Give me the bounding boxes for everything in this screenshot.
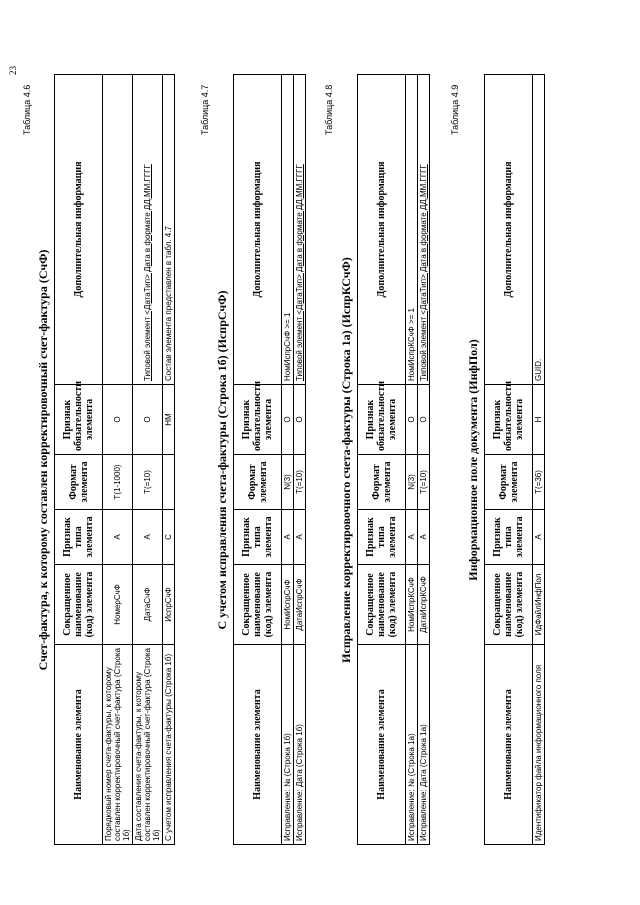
table-cell — [103, 75, 133, 385]
table-cell: Типовой элемент <ДатаТип> Дата в формате ДД.ММ.ГГГГ — [133, 75, 163, 385]
table-cell: НомИспрКСчФ — [406, 565, 418, 645]
table-row — [294, 75, 306, 845]
table-header-row — [485, 75, 533, 845]
data-table — [54, 74, 175, 845]
table-row — [406, 75, 418, 845]
column-header: Сокращенное наименование (код) элемента — [358, 565, 406, 645]
table-title: Счет-фактура, к которому составлен корректировочный счет-фактура (СчФ) — [36, 249, 50, 671]
table-row — [133, 75, 163, 845]
table-cell: T(1-1000) — [103, 455, 133, 510]
table-row — [533, 75, 545, 845]
table-cell: НМ — [163, 385, 175, 455]
column-header: Наименование элемента — [485, 645, 533, 845]
column-header: Дополнительная информация — [234, 75, 282, 385]
table-cell: ДатаИспрКСчФ — [418, 565, 430, 645]
table-cell: Исправление: № (Строка 1б) — [282, 645, 294, 845]
table-cell: А — [133, 510, 163, 565]
table-cell: С — [163, 510, 175, 565]
table-cell: Типовой элемент <ДатаТип> Дата в формате ДД.ММ.ГГГГ — [418, 75, 430, 385]
table-cell: О — [133, 385, 163, 455]
table-cell: НомерСчФ — [103, 565, 133, 645]
table-cell: ИдФайлИнфПол — [533, 565, 545, 645]
table-cell: А — [282, 510, 294, 565]
table-cell: О — [418, 385, 430, 455]
column-header: Признак обязательности элемента — [485, 385, 533, 455]
table-cell: Идентификатор файла информационного поля — [533, 645, 545, 845]
column-header: Формат элемента — [358, 455, 406, 510]
table-header-row — [234, 75, 282, 845]
table-cell: N(3) — [406, 455, 418, 510]
table-cell: ДатаИспрСчФ — [294, 565, 306, 645]
page-number: 23 — [8, 66, 18, 75]
column-header: Признак обязательности элемента — [358, 385, 406, 455]
column-header: Дополнительная информация — [55, 75, 103, 385]
table-cell: НомИспрСчФ — [282, 565, 294, 645]
column-header: Формат элемента — [234, 455, 282, 510]
table-cell: Порядковый номер счета-фактуры, к которому составлен корректировочный счет-фактура (Строка 1б) — [103, 645, 133, 845]
column-header: Наименование элемента — [234, 645, 282, 845]
data-table — [357, 74, 430, 845]
column-header: Признак типа элемента — [358, 510, 406, 565]
table-cell: А — [103, 510, 133, 565]
table-number: Таблица 4.8 — [324, 84, 334, 135]
table-title: С учетом исправления счета-фактуры (Строка 1б) (ИспрСчФ) — [215, 290, 229, 630]
table-cell: О — [294, 385, 306, 455]
table-cell: А — [294, 510, 306, 565]
table-cell: О — [282, 385, 294, 455]
table-row — [163, 75, 175, 845]
table-cell: ДатаСчФ — [133, 565, 163, 645]
column-header: Наименование элемента — [55, 645, 103, 845]
column-header: Признак обязательности элемента — [55, 385, 103, 455]
table-cell: НомИспрСчФ >= 1 — [282, 75, 294, 385]
table-number: Таблица 4.7 — [200, 84, 210, 135]
table-cell: О — [103, 385, 133, 455]
table-cell: С учетом исправления счета-фактуры (Строка 1б) — [163, 645, 175, 845]
table-cell: ИспрСчФ — [163, 565, 175, 645]
table-cell — [163, 455, 175, 510]
table-cell: А — [406, 510, 418, 565]
table-cell: Н — [533, 385, 545, 455]
column-header: Сокращенное наименование (код) элемента — [55, 565, 103, 645]
table-cell: А — [418, 510, 430, 565]
column-header: Признак типа элемента — [234, 510, 282, 565]
column-header: Дополнительная информация — [358, 75, 406, 385]
table-cell: T(=10) — [294, 455, 306, 510]
table-row — [103, 75, 133, 845]
table-cell: Исправление: Дата (Строка 1б) — [294, 645, 306, 845]
table-row — [282, 75, 294, 845]
table-cell: А — [533, 510, 545, 565]
data-table — [484, 74, 545, 845]
column-header: Формат элемента — [55, 455, 103, 510]
table-cell: N(3) — [282, 455, 294, 510]
table-cell: Дата составления счета-фактуры, к которому составлен корректировочный счет-фактура (Строка 1б) — [133, 645, 163, 845]
data-table — [233, 74, 306, 845]
table-cell: GUID. — [533, 75, 545, 385]
column-header: Сокращенное наименование (код) элемента — [485, 565, 533, 645]
column-header: Сокращенное наименование (код) элемента — [234, 565, 282, 645]
table-cell: НомИспрКСчФ >= 1 — [406, 75, 418, 385]
table-header-row — [358, 75, 406, 845]
table-cell: Типовой элемент <ДатаТип> Дата в формате ДД.ММ.ГГГГ — [294, 75, 306, 385]
table-title: Информационное поле документа (ИнфПол) — [466, 339, 480, 581]
table-cell: Исправление: Дата (Строка 1а) — [418, 645, 430, 845]
table-cell: О — [406, 385, 418, 455]
table-row — [418, 75, 430, 845]
column-header: Признак обязательности элемента — [234, 385, 282, 455]
table-cell: Состав элемента представлен в табл. 4.7 — [163, 75, 175, 385]
table-number: Таблица 4.9 — [450, 84, 460, 135]
column-header: Наименование элемента — [358, 645, 406, 845]
table-cell: Исправление: № (Строка 1а) — [406, 645, 418, 845]
table-header-row — [55, 75, 103, 845]
table-title: Исправление корректировочного счета-фактуры (Строка 1а) (ИспрКСчФ) — [339, 257, 353, 663]
table-cell: T(=10) — [133, 455, 163, 510]
column-header: Формат элемента — [485, 455, 533, 510]
column-header: Признак типа элемента — [485, 510, 533, 565]
table-number: Таблица 4.6 — [22, 84, 32, 135]
table-cell: T(=36) — [533, 455, 545, 510]
column-header: Дополнительная информация — [485, 75, 533, 385]
table-cell: T(=10) — [418, 455, 430, 510]
column-header: Признак типа элемента — [55, 510, 103, 565]
